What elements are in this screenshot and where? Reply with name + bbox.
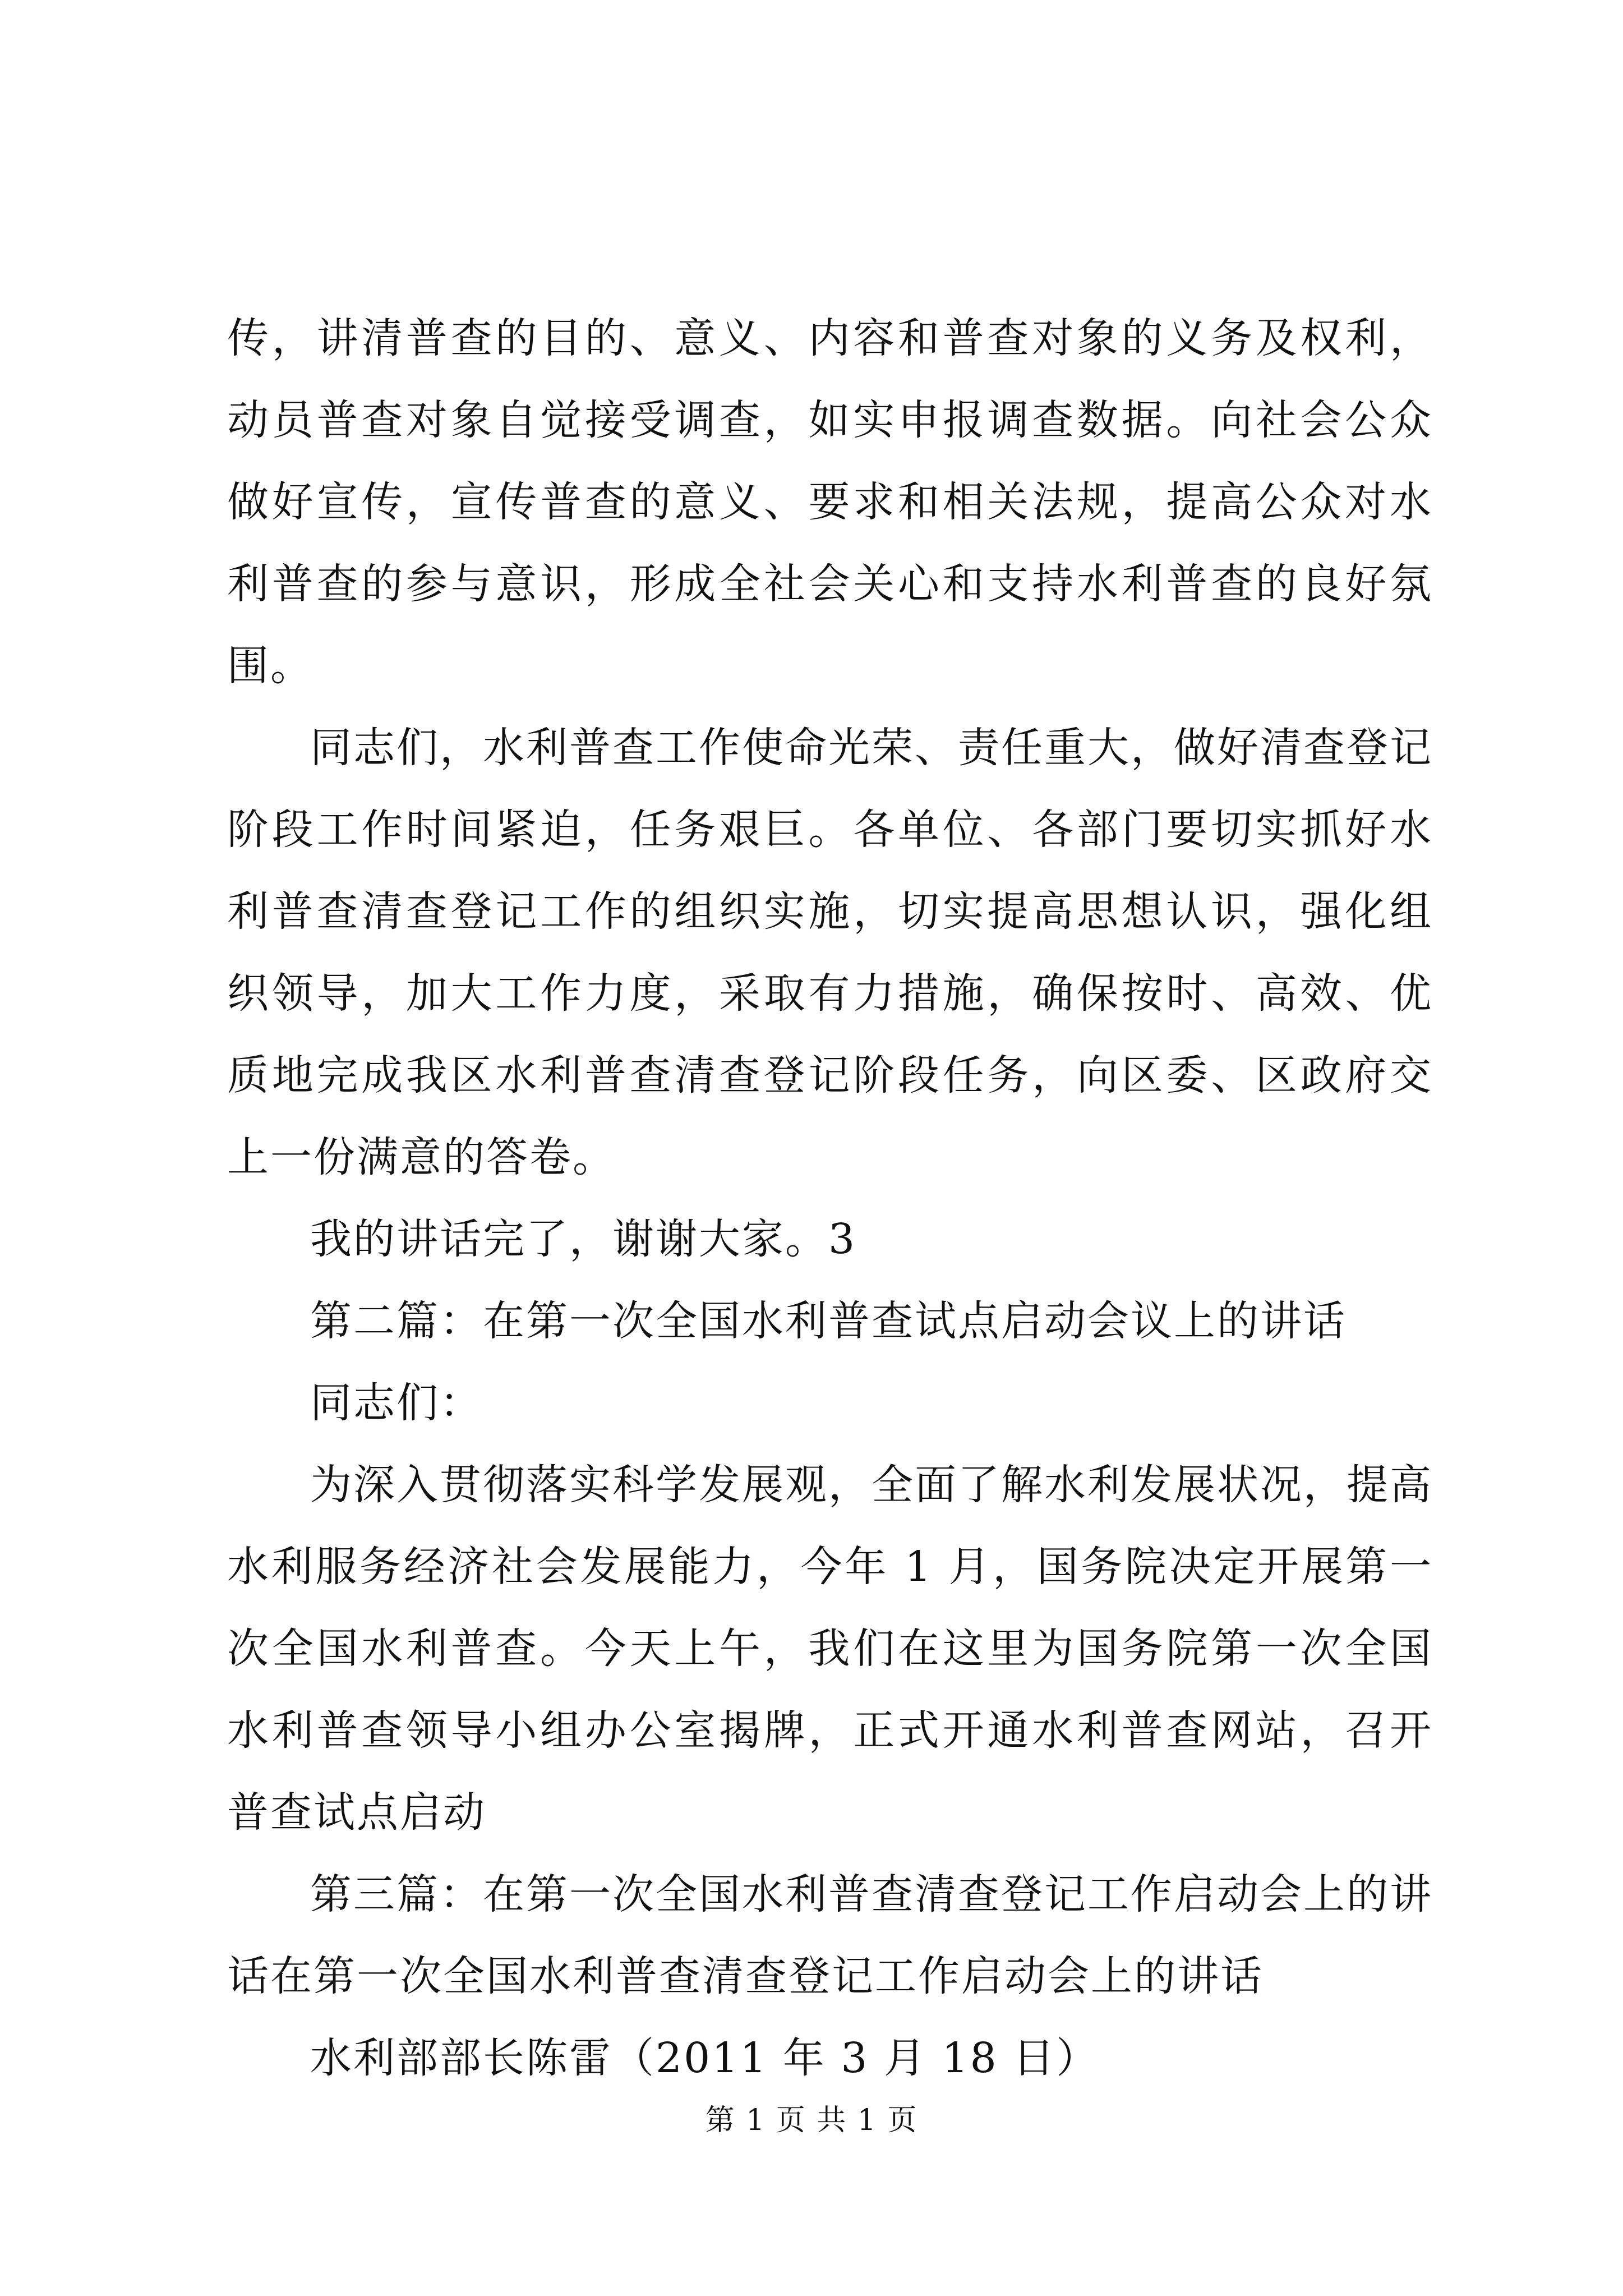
salutation: 同志们： — [310, 1379, 483, 1427]
document-body — [227, 297, 1433, 2099]
paragraph-3: 我的讲话完了，谢谢大家。3 — [310, 1215, 857, 1263]
section-heading-2: 第二篇：在第一次全国水利普查试点启动会议上的讲话 — [310, 1297, 1347, 1345]
paragraph-6: 为深入贯彻落实科学发展观，全面了解水利发展状况，提高水利服务经济社会发展能力，今年 1 月，国务院决定开展第一次全国水利普查。今天上午，我们在这里为国务院第一次全国水利普查领导小组办公室揭牌，正式开通水利普查网站，召开普查试点启动 — [227, 1461, 1433, 1837]
paragraph-1: 传，讲清普查的目的、意义、内容和普查对象的义务及权利，动员普查对象自觉接受调查，如实申报调查数据。向社会公众做好宣传，宣传普查的意义、要求和相关法规，提高公众对水利普查的参与意识，形成全社会关心和支持水利普查的良好氛围。 — [227, 314, 1433, 690]
page-footer: 第 1 页 共 1 页 — [705, 2104, 918, 2137]
paragraph-2: 同志们，水利普查工作使命光荣、责任重大，做好清查登记阶段工作时间紧迫，任务艰巨。各单位、各部门要切实抓好水利普查清查登记工作的组织实施，切实提高思想认识，强化组织领导，加大工作力度，采取有力措施，确保按时、高效、优质地完成我区水利普查清查登记阶段任务，向区委、区政府交上一份满意的答卷。 — [227, 724, 1433, 1181]
section-heading-3: 第三篇：在第一次全国水利普查清查登记工作启动会上的讲话在第一次全国水利普查清查登记工作启动会上的讲话 — [227, 1870, 1433, 2000]
speaker-line: 水利部部长陈雷（2011 年 3 月 18 日） — [310, 2034, 1100, 2082]
